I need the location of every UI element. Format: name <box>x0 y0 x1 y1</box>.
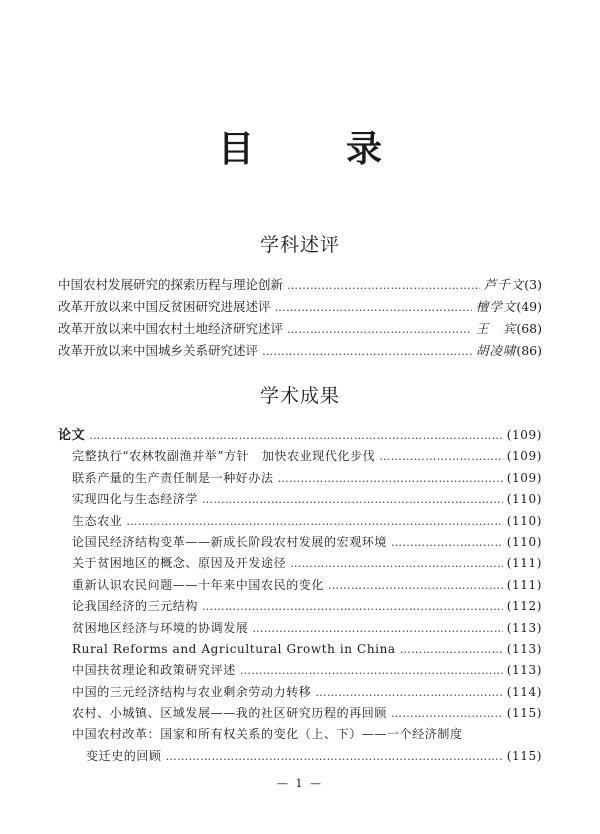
entry-title: 贫困地区经济与环境的协调发展 <box>72 620 249 635</box>
entry-title: 论国民经济结构变革——新成长阶段农村发展的宏观环境 <box>72 534 388 549</box>
entry-page: (113) <box>506 663 542 678</box>
entry-author: 胡凌啸 <box>475 343 517 358</box>
leader-dots <box>379 446 502 467</box>
entry-title: 改革开放以来中国反贫困研究进展述评 <box>58 299 271 314</box>
leader-dots <box>400 639 503 660</box>
entry-title: 中国农村改革：国家和所有权关系的变化（上、下）——一个经济制度 <box>72 727 463 742</box>
page-title: 目 录 <box>217 129 410 170</box>
leader-dots <box>287 275 480 297</box>
toc-entry[interactable] <box>58 468 542 489</box>
entry-author: 王 宾 <box>475 321 517 336</box>
entry-title: 中国的三元经济结构与农业剩余劳动力转移 <box>72 684 312 699</box>
leader-dots <box>126 511 502 532</box>
toc-entry[interactable] <box>58 274 542 296</box>
entry-page: (49) <box>516 299 542 314</box>
toc-entry[interactable] <box>58 489 542 510</box>
leader-dots <box>275 297 472 319</box>
entry-page: (111) <box>506 577 542 592</box>
entry-page: (109) <box>506 470 542 485</box>
entry-page: (112) <box>506 599 542 614</box>
toc-entry-continuation[interactable] <box>58 746 542 767</box>
toc-entry[interactable] <box>58 639 542 660</box>
leader-dots <box>89 425 503 446</box>
section-heading-review: 学科述评 <box>259 234 340 256</box>
category-title: 论文 <box>58 428 86 443</box>
leader-dots <box>290 553 503 574</box>
toc-entry[interactable] <box>58 318 542 340</box>
section-heading-achievements: 学术成果 <box>259 385 340 407</box>
toc-entry[interactable] <box>58 446 542 467</box>
entry-title: 关于贫困地区的概念、原因及开发途径 <box>72 556 287 571</box>
leader-dots <box>240 660 503 681</box>
entry-page: (111) <box>506 556 542 571</box>
entry-title: 变迁史的回顾 <box>86 748 162 763</box>
toc-category-papers[interactable] <box>58 425 542 446</box>
entry-title: 农村、小城镇、区域发展——我的社区研究历程的再回顾 <box>72 706 388 721</box>
toc-entry[interactable] <box>58 296 542 318</box>
entry-title: Rural Reforms and Agricultural Growth in China <box>72 641 396 656</box>
entry-title: 联系产量的生产责任制是一种好办法 <box>72 470 274 485</box>
entry-title: 改革开放以来中国农村土地经济研究述评 <box>58 321 284 336</box>
entry-title: 论我国经济的三元结构 <box>72 599 199 614</box>
leader-dots <box>166 746 503 767</box>
leader-dots <box>252 618 502 639</box>
entry-page: (110) <box>506 513 542 528</box>
entry-page: (113) <box>506 641 542 656</box>
leader-dots <box>391 703 503 724</box>
toc-entry[interactable] <box>58 724 542 745</box>
entry-page: (115) <box>506 706 542 721</box>
entry-page: (115) <box>506 748 542 763</box>
toc-entry[interactable] <box>58 553 542 574</box>
toc-entry[interactable] <box>58 660 542 681</box>
toc-entry[interactable] <box>58 682 542 703</box>
entry-title: 中国扶贫理论和政策研究评述 <box>72 663 236 678</box>
entry-page: (110) <box>506 534 542 549</box>
entry-author: 芦千文 <box>483 277 525 292</box>
entry-page: (68) <box>516 321 542 336</box>
entry-page: (114) <box>506 684 542 699</box>
toc-entry[interactable] <box>58 532 542 553</box>
leader-dots <box>328 575 503 596</box>
leader-dots <box>391 532 503 553</box>
toc-entry[interactable] <box>58 511 542 532</box>
entry-title: 完整执行“农林牧副渔并举”方针 加快农业现代化步伐 <box>72 449 376 464</box>
leader-dots <box>202 489 503 510</box>
entry-page: (113) <box>506 620 542 635</box>
entry-title: 重新认识农民问题——十年来中国农民的变化 <box>72 577 325 592</box>
entry-title: 改革开放以来中国城乡关系研究述评 <box>58 343 259 358</box>
entry-page: (109) <box>506 428 542 442</box>
leader-dots <box>315 682 502 703</box>
toc-list-achievements <box>58 425 542 767</box>
toc-list-review <box>58 274 542 362</box>
entry-page: (86) <box>516 343 542 358</box>
entry-title: 中国农村发展研究的探索历程与理论创新 <box>58 277 284 292</box>
entry-page: (110) <box>506 492 542 507</box>
entry-page: (3) <box>524 277 542 292</box>
leader-dots <box>202 596 503 617</box>
leader-dots <box>278 468 503 489</box>
toc-entry[interactable] <box>58 596 542 617</box>
entry-title: 实现四化与生态经济学 <box>72 492 199 507</box>
toc-entry[interactable] <box>58 575 542 596</box>
leader-dots <box>262 341 472 363</box>
page-number-footer: — 1 — <box>277 777 323 790</box>
entry-page: (109) <box>506 449 542 464</box>
toc-entry[interactable] <box>58 703 542 724</box>
toc-entry[interactable] <box>58 618 542 639</box>
entry-author: 檀学文 <box>475 299 517 314</box>
entry-title: 生态农业 <box>72 513 123 528</box>
leader-dots <box>287 319 472 341</box>
toc-entry[interactable] <box>58 340 542 362</box>
